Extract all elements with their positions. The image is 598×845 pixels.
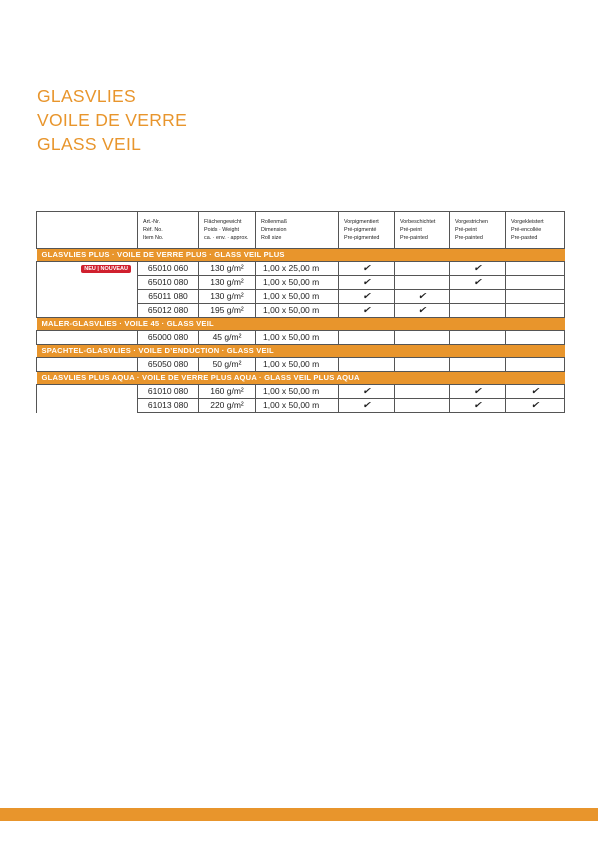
pre-painted-check-2-icon: ✔ [450, 276, 506, 290]
product-table [36, 211, 565, 413]
table-row [37, 358, 565, 372]
group-title: GLASVLIES PLUS AQUA · VOILE DE VERRE PLUS AQUA · GLASS VEIL PLUS AQUA [37, 372, 565, 385]
table-row [37, 276, 565, 290]
page-title [37, 84, 187, 156]
weight-value: 220 g/m² [199, 399, 256, 413]
group-header-row [37, 372, 565, 385]
pre-pigmented-check-icon: ✔ [339, 385, 395, 399]
new-badge: NEU | NOUVEAU [81, 265, 131, 273]
header-item-no: Art.-Nr. Réf. No. Item No. [138, 212, 199, 249]
roll-size-value: 1,00 x 50,00 m [256, 304, 339, 318]
pre-pasted-check [506, 290, 565, 304]
pre-pasted-check-icon: ✔ [506, 399, 565, 413]
weight-value: 195 g/m² [199, 304, 256, 318]
pre-painted-check-1 [395, 385, 450, 399]
table-body [37, 249, 565, 413]
group-header-row [37, 318, 565, 331]
roll-size-value: 1,00 x 50,00 m [256, 331, 339, 345]
pre-painted-check-2 [450, 304, 506, 318]
item-number: 65010 080 [138, 276, 199, 290]
pre-painted-check-1-icon: ✔ [395, 290, 450, 304]
header-weight: Flächengewicht Poids · Weight ca. · env. · approx. [199, 212, 256, 249]
pre-pasted-check-icon: ✔ [506, 385, 565, 399]
pre-painted-check-1 [395, 262, 450, 276]
group-title: MALER-GLASVLIES · VOILE 45 · GLASS VEIL [37, 318, 565, 331]
pre-pigmented-check-icon: ✔ [339, 290, 395, 304]
item-number: 65011 080 [138, 290, 199, 304]
header-pre-painted-2: Vorgestrichen Pré-peint Pre-painted [450, 212, 506, 249]
group-title: SPACHTEL-GLASVLIES · VOILE D’ENDUCTION · GLASS VEIL [37, 345, 565, 358]
pre-painted-check-1-icon: ✔ [395, 304, 450, 318]
title-line-en: GLASS VEIL [37, 134, 142, 154]
table-row [37, 399, 565, 413]
row-label-cell [37, 276, 138, 290]
pre-pigmented-check [339, 331, 395, 345]
header-pre-pasted: Vorgekleistert Pré-encollée Pre-pasted [506, 212, 565, 249]
weight-value: 50 g/m² [199, 358, 256, 372]
pre-painted-check-2-icon: ✔ [450, 385, 506, 399]
item-number: 65010 060 [138, 262, 199, 276]
title-line-fr: VOILE DE VERRE [37, 110, 188, 130]
weight-value: 130 g/m² [199, 290, 256, 304]
title-line-de: GLASVLIES [37, 86, 137, 106]
roll-size-value: 1,00 x 50,00 m [256, 290, 339, 304]
group-title: GLASVLIES PLUS · VOILE DE VERRE PLUS · GLASS VEIL PLUS [37, 249, 565, 262]
weight-value: 45 g/m² [199, 331, 256, 345]
pre-painted-check-2-icon: ✔ [450, 399, 506, 413]
pre-painted-check-2 [450, 358, 506, 372]
weight-value: 130 g/m² [199, 276, 256, 290]
weight-value: 160 g/m² [199, 385, 256, 399]
roll-size-value: 1,00 x 25,00 m [256, 262, 339, 276]
header-pre-pigmented: Vorpigmentiert Pré-pigmenté Pre-pigmented [339, 212, 395, 249]
header-pre-painted-1: Vorbeschichtet Pré-peint Pre-painted [395, 212, 450, 249]
pre-painted-check-1 [395, 276, 450, 290]
pre-painted-check-1 [395, 331, 450, 345]
pre-pasted-check [506, 358, 565, 372]
roll-size-value: 1,00 x 50,00 m [256, 276, 339, 290]
pre-pigmented-check-icon: ✔ [339, 262, 395, 276]
pre-painted-check-1 [395, 399, 450, 413]
row-label-cell [37, 385, 138, 399]
group-header-row [37, 345, 565, 358]
table-header-row [37, 212, 565, 249]
pre-painted-check-1 [395, 358, 450, 372]
row-label-cell [37, 331, 138, 345]
pre-pasted-check [506, 276, 565, 290]
row-label-cell [37, 304, 138, 318]
header-blank [37, 212, 138, 249]
item-number: 65012 080 [138, 304, 199, 318]
row-label-cell [37, 358, 138, 372]
roll-size-value: 1,00 x 50,00 m [256, 399, 339, 413]
pre-pasted-check [506, 331, 565, 345]
table-row [37, 290, 565, 304]
item-number: 61013 080 [138, 399, 199, 413]
item-number: 61010 080 [138, 385, 199, 399]
row-label-cell [37, 290, 138, 304]
pre-painted-check-2 [450, 331, 506, 345]
weight-value: 130 g/m² [199, 262, 256, 276]
pre-pasted-check [506, 262, 565, 276]
footer-accent-bar [0, 808, 598, 821]
pre-pigmented-check-icon: ✔ [339, 399, 395, 413]
item-number: 65050 080 [138, 358, 199, 372]
group-header-row [37, 249, 565, 262]
header-roll-size: Rollenmaß Dimension Roll size [256, 212, 339, 249]
item-number: 65000 080 [138, 331, 199, 345]
table-row [37, 304, 565, 318]
roll-size-value: 1,00 x 50,00 m [256, 358, 339, 372]
row-label-cell [37, 399, 138, 413]
pre-pigmented-check [339, 358, 395, 372]
table-row [37, 262, 565, 276]
roll-size-value: 1,00 x 50,00 m [256, 385, 339, 399]
table-row [37, 331, 565, 345]
row-label-cell [37, 262, 138, 276]
pre-painted-check-2-icon: ✔ [450, 262, 506, 276]
pre-pigmented-check-icon: ✔ [339, 304, 395, 318]
pre-pasted-check [506, 304, 565, 318]
pre-painted-check-2 [450, 290, 506, 304]
table-row [37, 385, 565, 399]
pre-pigmented-check-icon: ✔ [339, 276, 395, 290]
